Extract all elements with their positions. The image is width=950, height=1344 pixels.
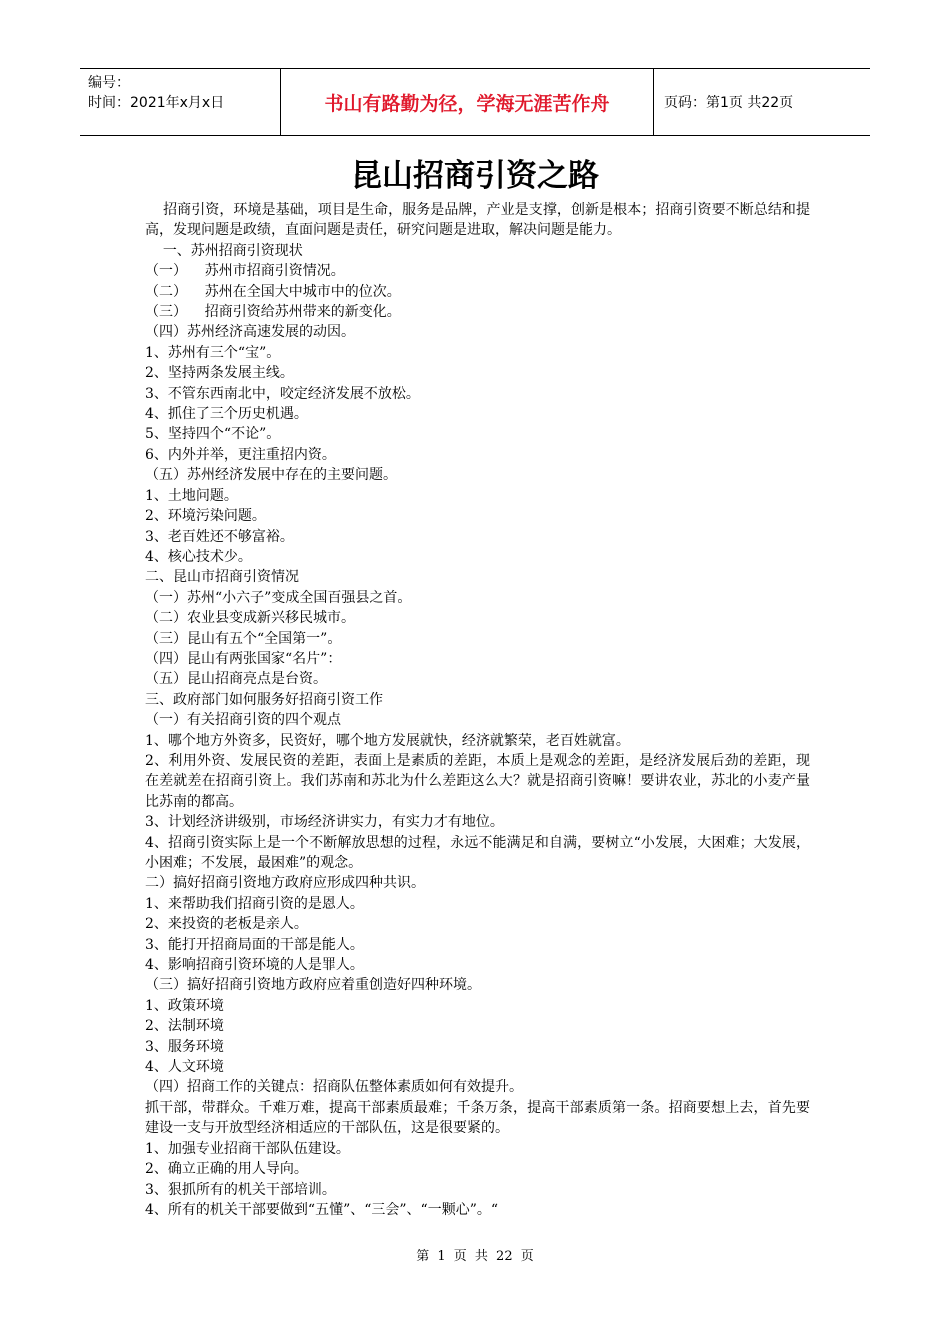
body-paragraph: 二）搞好招商引资地方政府应形成四种共识。 (145, 875, 425, 892)
body-paragraph: 4、招商引资实际上是一个不断解放思想的过程，永远不能满足和自满，要树立“小发展，大困难；大发展，小困难；不发展，最困难”的观念。 (145, 834, 810, 871)
body-paragraph: 1、土地问题。 (145, 487, 238, 504)
body-paragraph: （四）昆山有两张国家“名片”： (145, 650, 342, 667)
body-paragraph: 4、所有的机关干部要做到“五懂”、“三会”、“一颗心”。“ (145, 1201, 499, 1218)
time-label: 时间：2021年x月x日 (88, 95, 225, 111)
body-paragraph: 3、服务环境 (145, 1038, 224, 1055)
body-paragraph: 二、昆山市招商引资情况 (145, 569, 299, 586)
body-paragraph: 1、来帮助我们招商引资的是恩人。 (145, 895, 364, 912)
body-paragraph: （一）有关招商引资的四个观点 (145, 712, 341, 729)
body-paragraph: 4、影响招商引资环境的人是罪人。 (145, 957, 364, 974)
body-paragraph: 2、坚持两条发展主线。 (145, 365, 294, 382)
body-paragraph: 1、加强专业招商干部队伍建设。 (145, 1140, 350, 1157)
body-paragraph: 1、政策环境 (145, 997, 224, 1014)
body-paragraph: （一） 苏州市招商引资情况。 (145, 263, 345, 280)
body-paragraph: 一、苏州招商引资现状 (145, 242, 303, 259)
body-paragraph: 4、人文环境 (145, 1059, 224, 1076)
body-paragraph: 2、来投资的老板是亲人。 (145, 916, 308, 933)
body-paragraph: 1、苏州有三个“宝”。 (145, 344, 281, 361)
header-table (80, 68, 870, 136)
header-meta-cell (80, 69, 280, 135)
body-paragraph: 抓干部，带群众。千难万难，提高干部素质最难；千条万条，提高干部素质第一条。招商要想上去，首先要建设一支与开放型经济相适应的干部队伍，这是很要紧的。 (145, 1099, 810, 1137)
body-paragraph: （四）苏州经济高速发展的动因。 (145, 324, 355, 341)
body-paragraph: 3、老百姓还不够富裕。 (145, 528, 294, 545)
body-paragraph: 3、计划经济讲级别，市场经济讲实力，有实力才有地位。 (145, 814, 504, 831)
page-footer: 第 1 页 共 22 页 (416, 1249, 534, 1264)
body-paragraph: （一）苏州“小六子”变成全国百强县之首。 (145, 589, 412, 606)
body-paragraph: （二） 苏州在全国大中城市中的位次。 (145, 283, 401, 300)
page-info: 页码：第1页 共22页 (664, 95, 794, 111)
body-paragraph: 4、核心技术少。 (145, 548, 252, 565)
body-paragraph: （四）招商工作的关键点：招商队伍整体素质如何有效提升。 (145, 1079, 523, 1096)
body-paragraph: 3、不管东西南北中，咬定经济发展不放松。 (145, 385, 420, 402)
body-paragraph: 三、政府部门如何服务好招商引资工作 (145, 691, 383, 708)
number-label: 编号： (88, 75, 130, 91)
document-title: 昆山招商引资之路 (351, 158, 599, 194)
body-paragraph: 2、确立正确的用人导向。 (145, 1161, 308, 1178)
body-paragraph: （五）昆山招商亮点是台资。 (145, 671, 327, 688)
body-paragraph: 6、内外并举，更注重招内资。 (145, 446, 336, 463)
body-paragraph: 招商引资，环境是基础，项目是生命，服务是品牌，产业是支撑，创新是根本；招商引资要不断总结和提高，发现问题是政绩，直面问题是责任，研究问题是进取，解决问题是能力。 (145, 202, 810, 239)
body-paragraph: 4、抓住了三个历史机遇。 (145, 406, 308, 423)
body-paragraph: 1、哪个地方外资多，民资好，哪个地方发展就快，经济就繁荣，老百姓就富。 (145, 732, 630, 749)
body-paragraph: （三）搞好招商引资地方政府应着重创造好四种环境。 (145, 977, 481, 994)
body-paragraph: 2、利用外资、发展民资的差距，表面上是素质的差距，本质上是观念的差距，是经济发展后劲的差距，现在差就差在招商引资上。我们苏南和苏北为什么差距这么大？就是招商引资嘛！要讲农业，苏北的小麦产量比苏南的都高。 (145, 752, 810, 810)
body-paragraph: 2、法制环境 (145, 1018, 224, 1035)
body-paragraph: （二）农业县变成新兴移民城市。 (145, 610, 355, 627)
body-paragraph: 2、环境污染问题。 (145, 508, 266, 525)
body-paragraph: 5、坚持四个“不论”。 (145, 426, 281, 443)
body-paragraph: （五）苏州经济发展中存在的主要问题。 (145, 467, 397, 484)
body-paragraph: 3、狠抓所有的机关干部培训。 (145, 1181, 336, 1198)
body-paragraph: （三） 招商引资给苏州带来的新变化。 (145, 304, 401, 321)
header-page-cell (654, 69, 870, 135)
document-body (145, 200, 810, 1220)
header-motto-cell (280, 69, 654, 135)
motto-text: 书山有路勤为径，学海无涯苦作舟 (324, 92, 610, 115)
body-paragraph: 3、能打开招商局面的干部是能人。 (145, 936, 364, 953)
body-paragraph: （三）昆山有五个“全国第一”。 (145, 630, 342, 647)
